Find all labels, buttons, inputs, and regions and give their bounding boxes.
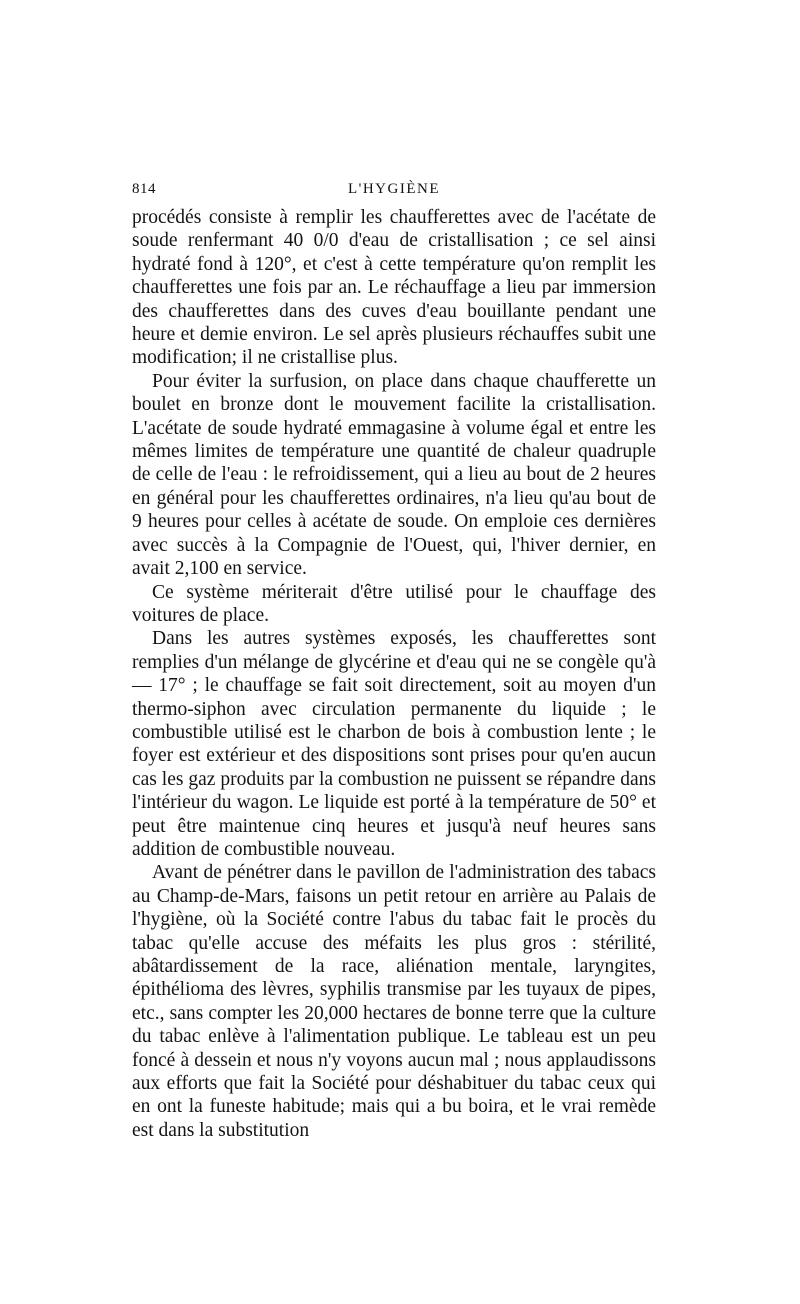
body-text <box>132 206 656 1142</box>
running-head <box>132 181 656 203</box>
paragraph-tabacs: Avant de pénétrer dans le pavillon de l'administration des tabacs au Champ-de-Mars, faisons un petit retour en arrière au Palais de l'hygiène, où la Société contre l'abus du tabac fait le procès du tabac qu'elle accuse des méfaits les plus gros : stérilité, abâtardissement de la race, aliénation mentale, laryngites, épithélioma des lèvres, syphilis transmise par les tuyaux de pipes, etc., sans compter les 20,000 hectares de bonne terre que la culture du tabac enlève à l'alimentation publique. Le tableau est un peu foncé à dessein et nous n'y voyons aucun mal ; nous applaudissons aux efforts que fait la Société pour déshabituer du tabac ceux qui en ont la funeste habitude; mais qui a bu boira, et le vrai remède est dans la substitution <box>132 862 656 1141</box>
running-title: L'HYGIÈNE <box>347 181 440 197</box>
paragraph-continuation: procédés consiste à remplir les chaufferettes avec de l'acétate de soude renfermant 40 0/0 d'eau de cristallisation ; ce sel ainsi hydraté fond à 120°, et c'est à cette température qu'on remplit les chaufferettes une fois par an. Le réchauffage a lieu par immersion des chaufferettes dans des cuves d'eau bouillante pendant une heure et demie environ. Le sel après plusieurs réchauffes subit une modification; il ne cristallise plus. <box>132 207 656 369</box>
paragraph-voitures: Ce système mériterait d'être utilisé pour le chauffage des voitures de place. <box>132 581 656 626</box>
paragraph-glycerine: Dans les autres systèmes exposés, les chaufferettes sont remplies d'un mélange de glycérine et d'eau qui ne se congèle qu'à — 17° ; le chauffage se fait soit directement, soit au moyen d'un thermo-siphon avec circulation permanente du liquide ; le combustible utilisé est le charbon de bois à combustion lente ; le foyer est extérieur et des dispositions sont prises pour qu'en aucun cas les gaz produits par la combustion ne puissent se répandre dans l'intérieur du wagon. Le liquide est porté à la température de 50° et peut être maintenue cinq heures et jusqu'à neuf heures sans addition de combustible nouveau. <box>132 628 656 860</box>
paragraph-surfusion: Pour éviter la surfusion, on place dans chaque chaufferette un boulet en bronze dont le mouvement facilite la cristallisation. L'acétate de soude hydraté emmagasine à volume égal et entre les mêmes limites de température une quantité de chaleur quadruple de celle de l'eau : le refroidissement, qui a lieu au bout de 2 heures en général pour les chaufferettes ordinaires, n'a lieu qu'au bout de 9 heures pour celles à acétate de soude. On emploie ces dernières avec succès à la Compagnie de l'Ouest, qui, l'hiver dernier, en avait 2,100 en service. <box>132 370 656 580</box>
page-number: 814 <box>132 181 156 197</box>
